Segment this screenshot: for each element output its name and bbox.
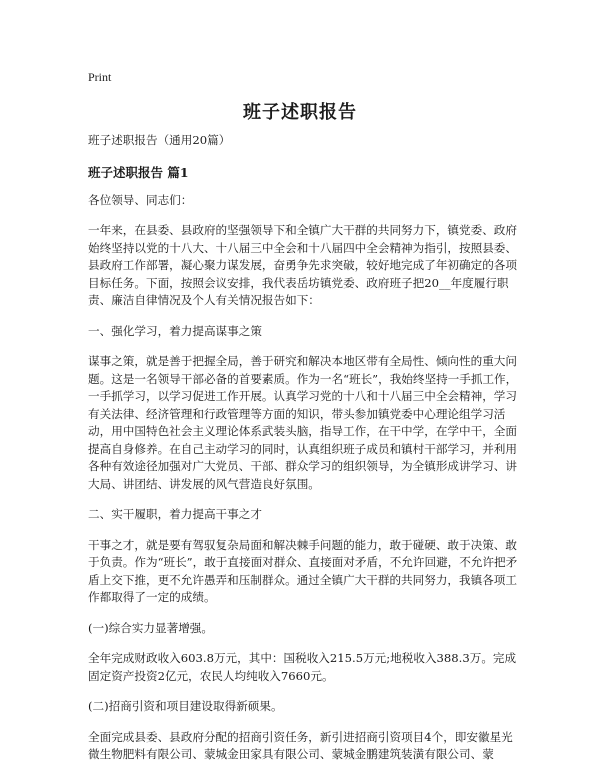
paragraph: 全年完成财政收入603.8万元，其中：国税收入215.5万元;地税收入388.3万。完成固定资产投资2亿元，农民人均纯收入7660元。 (88, 651, 517, 683)
document-body (88, 132, 518, 777)
heading-duties: 二、实干履职，着力提高干事之才 (88, 507, 262, 521)
page-title: 班子述职报告 (243, 102, 357, 123)
paragraph: 干事之才，就是要有驾驭复杂局面和解决棘手问题的能力，敢于碰硬、敢于决策、敢于负责。作为“班长”，敢于直接面对群众、直接面对矛盾，不允许回避，不允许把矛盾上交下推，更不允许愚弄和压制群众。通过全镇广大干群的共同努力，我镇各项工作都取得了一定的成绩。 (88, 537, 518, 604)
doc-subtitle: 班子述职报告（通用20篇） (88, 133, 231, 147)
subheading-strength: (一)综合实力显著增强。 (88, 620, 213, 635)
paragraph: 谋事之策，就是善于把握全局，善于研究和解决本地区带有全局性、倾向性的重大问题。这是一名领导干部必备的首要素质。作为一名“班长”，我始终坚持一手抓工作，一手抓学习，以学习促进工作开展。认真学习党的十八和十八届三中全会精神，学习有关法律、经济管理和行政管理等方面的知识，带头参加镇党委中心理论组学习活动，用中国特色社会主义理论体系武装头脑，指导工作，在干中学，在学中干，全面提高自身修养。在自己主动学习的同时，认真组织班子成员和镇村干部学习，并利用各种有效途径加强对广大党员、干部、群众学习的组织领导，为全镇形成讲学习、讲大局、讲团结、讲发展的风气营造良好氛围。 (88, 354, 518, 491)
greeting: 各位领导、同志们： (88, 192, 193, 207)
paragraph: 全面完成县委、县政府分配的招商引资任务，新引进招商引资项目4个，即安徽星光微生物肥料有限公司、蒙城金田家具有限公司、蒙城金鹏建筑装潢有限公司、蒙 (88, 729, 513, 761)
print-link[interactable]: Print (88, 70, 112, 84)
heading-study: 一、强化学习，着力提高谋事之策 (88, 323, 262, 338)
paragraph: 一年来，在县委、县政府的坚强领导下和全镇广大干群的共同努力下，镇党委、政府始终坚持以党的十八大、十八届三中全会和十八届四中全会精神为指引，按照县委、县政府工作部署，凝心聚力谋发展，奋勇争先求突破，较好地完成了年初确定的各项目标任务。下面，按照会议安排，我代表岳坊镇党委、政府班子把20__年度履行职责、廉洁自律情况及个人有关情况报告如下： (88, 223, 517, 307)
section-title: 班子述职报告 篇1 (88, 164, 189, 180)
subheading-investment: (二)招商引资和项目建设取得新硕果。 (88, 699, 283, 713)
